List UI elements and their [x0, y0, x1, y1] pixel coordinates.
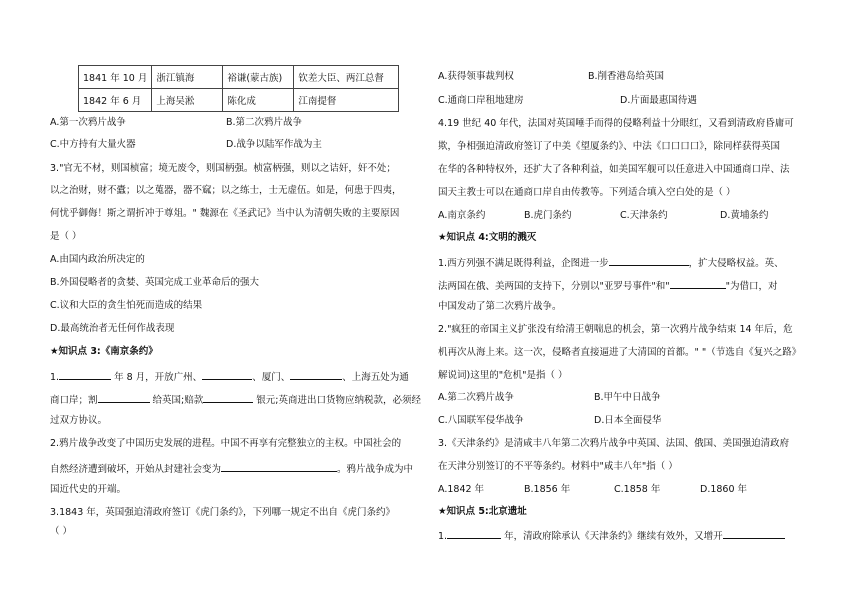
option-d: D.日本全面侵华 — [594, 415, 662, 426]
answer-blank[interactable] — [670, 277, 726, 289]
option-c: C.1858 年 — [614, 484, 661, 495]
text-line: 中国发动了第二次鸦片战争。 — [438, 301, 562, 312]
option-b: B.1856 年 — [524, 484, 571, 495]
answer-blank[interactable] — [59, 368, 111, 380]
table-cell: 陈化成 — [223, 89, 294, 112]
q4-text-line: 欺，争相强迫清政府签订了中美《望厦条约》、中法《口口口口》，除同样获得英国 — [438, 141, 781, 152]
table-cell: 江南提督 — [294, 89, 399, 112]
table-cell: 钦差大臣、两江总督 — [294, 66, 399, 89]
option-d: D.黄埔条约 — [720, 210, 769, 221]
text-line: 2."疯狂的帝国主义扩张没有给清王朝喘息的机会，第一次鸦片战争结束 14 年后，危 — [438, 324, 793, 335]
fill-in-line: 法两国在俄、美两国的支持下，分别以"亚罗号事件"和" "为借口，对 — [438, 277, 778, 294]
q3-text-line: 何忧乎御侮！斯之谓折冲于尊俎。" 魏源在《圣武记》当中认为清朝失败的主要原因 — [50, 208, 400, 219]
option-b: B.削香港岛给英国 — [588, 71, 665, 82]
battle-table — [78, 65, 399, 112]
table-cell: 浙江镇海 — [152, 66, 223, 89]
answer-blank[interactable] — [203, 391, 253, 403]
text-line: 机再次从海上来。这一次，侵略者直接逼进了大清国的首都。" "（节选自《复兴之路》 — [438, 347, 802, 358]
table-cell: 1842 年 6 月 — [79, 89, 152, 112]
option-b: B.虎门条约 — [524, 210, 572, 221]
text-line: 国近代史的开端。 — [50, 484, 127, 495]
option-c: C.议和大臣的贪生怕死而造成的结果 — [50, 300, 203, 311]
table-cell: 裕谦(蒙古族) — [223, 66, 294, 89]
option-c: C.天津条约 — [620, 210, 668, 221]
option-d: D.最高统治者无任何作战表现 — [50, 323, 175, 334]
q3-text-line: 3."官无不材，则国桢富；境无废令，则国柄强。桢富柄强，则以之诘奸，奸不处； — [50, 163, 396, 174]
fill-in-line: 自然经济遭到破坏，开始从封建社会变为 。鸦片战争成为中 — [50, 460, 413, 477]
fill-in-line: 1.西方列强不满足既得利益，企图进一步 ，扩大侵略权益。英、 — [438, 254, 784, 271]
q4-text-line: 4.19 世纪 40 年代，法国对英国唾手而得的侵略利益十分眼红，又看到清政府昏庸可 — [438, 118, 794, 129]
text-line: （ ） — [50, 526, 73, 537]
option-a: A.第二次鸦片战争 — [438, 392, 514, 403]
option-a: A.1842 年 — [438, 484, 485, 495]
option-b: B.第二次鸦片战争 — [226, 117, 303, 128]
option-d: D.1860 年 — [700, 484, 748, 495]
q4-text-line: 国天主教士可以在通商口岸自由传教等。下列适合填入空白处的是（ ） — [438, 187, 736, 198]
fill-in-line: 1. 年，清政府除承认《天津条约》继续有效外，又增开 — [438, 527, 785, 544]
option-d: D.战争以陆军作战为主 — [226, 139, 322, 150]
answer-blank[interactable] — [202, 368, 252, 380]
text-line: 3.1843 年，英国强迫清政府签订《虎门条约》，下列哪一规定不出自《虎门条约》 — [50, 507, 396, 518]
q4-text-line: 在华的各种特权外，还扩大了各种利益，如美国军舰可以任意进入中国通商口岸、法 — [438, 164, 790, 175]
option-a: A.南京条约 — [438, 210, 486, 221]
text-line: 在天津分别签订的不平等条约。材料中"咸丰八年"指（ ） — [438, 461, 678, 472]
answer-blank[interactable] — [221, 460, 337, 472]
answer-blank[interactable] — [447, 527, 501, 539]
table-row — [79, 89, 399, 112]
text-line: 3.《天津条约》是清咸丰八年第二次鸦片战争中英国、法国、俄国、美国强迫清政府 — [438, 438, 790, 449]
option-a: A.第一次鸦片战争 — [50, 117, 126, 128]
knowledge-point-heading: ★知识点 4:文明的溅灭 — [438, 232, 537, 243]
option-b: B.外国侵略者的贪婪、英国完成工业革命后的强大 — [50, 277, 260, 288]
text-line: 解说词)这里的"危机"是指（ ） — [438, 370, 568, 381]
option-c: C.八国联军侵华战争 — [438, 415, 524, 426]
knowledge-point-heading: ★知识点 3:《南京条约》 — [50, 346, 158, 357]
option-c: C.通商口岸租地建房 — [438, 95, 524, 106]
table-cell: 上海吴淞 — [152, 89, 223, 112]
answer-blank[interactable] — [723, 527, 785, 539]
option-b: B.甲午中日战争 — [594, 392, 661, 403]
fill-in-line: 商口岸；割 给英国;赔款 银元;英商进出口货物应纳税款，必须经 — [50, 391, 421, 408]
q3-text-line: 是（ ） — [50, 231, 82, 242]
option-d: D.片面最惠国待遇 — [620, 95, 697, 106]
option-c: C.中方持有大量火器 — [50, 139, 136, 150]
answer-blank[interactable] — [98, 391, 150, 403]
option-a: A.由国内政治所决定的 — [50, 254, 145, 265]
text-line: 2.鸦片战争改变了中国历史发展的进程。中国不再享有完整独立的主权。中国社会的 — [50, 438, 402, 449]
text-line: 过双方协议。 — [50, 415, 108, 426]
option-a: A.获得领事裁判权 — [438, 71, 514, 82]
answer-blank[interactable] — [609, 254, 689, 266]
table-row — [79, 66, 399, 89]
answer-blank[interactable] — [290, 368, 342, 380]
q3-text-line: 以之治财，财不蠹；以之蒐器，器不窳；以之练士，士无虚伍。如是，何患于四夷， — [50, 185, 402, 196]
fill-in-line: 1. 年 8 月，开放广州、 、厦门、 、上海五处为通 — [50, 368, 409, 385]
knowledge-point-heading: ★知识点 5:北京遗址 — [438, 506, 527, 517]
table-cell: 1841 年 10 月 — [79, 66, 152, 89]
